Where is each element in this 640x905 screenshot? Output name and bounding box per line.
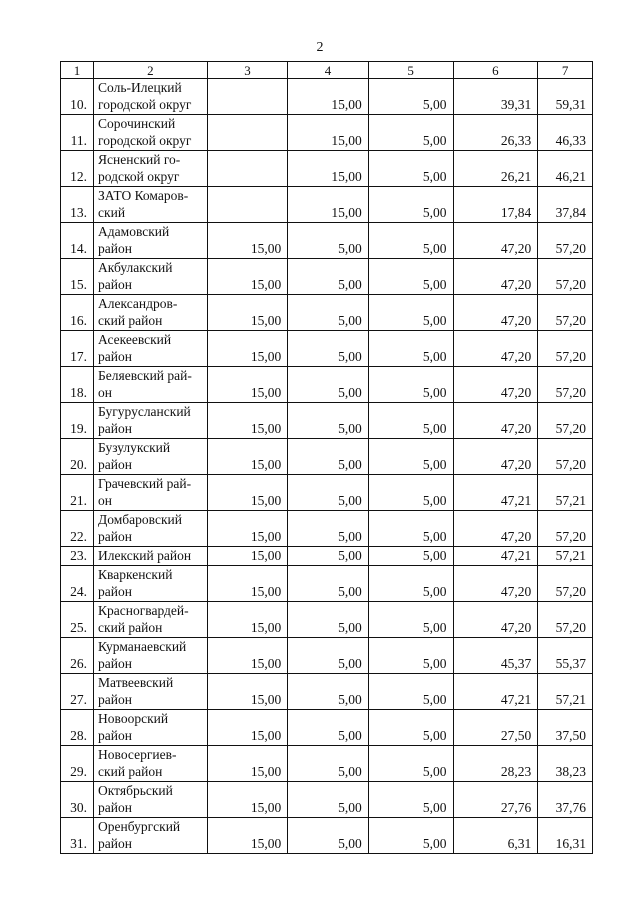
- value-col-3: 15,00: [207, 367, 288, 403]
- table-row: [61, 710, 593, 746]
- value-col-6: 45,37: [453, 638, 538, 674]
- row-number: 16.: [61, 295, 94, 331]
- value-col-4: 5,00: [288, 475, 369, 511]
- value-col-5: 5,00: [368, 710, 453, 746]
- column-header: 7: [538, 62, 593, 79]
- value-col-7: 57,20: [538, 295, 593, 331]
- table-row: [61, 746, 593, 782]
- value-col-5: 5,00: [368, 547, 453, 566]
- value-col-4: 5,00: [288, 638, 369, 674]
- municipality-name: Беляевский рай- он: [94, 367, 208, 403]
- value-col-5: 5,00: [368, 151, 453, 187]
- column-header: 1: [61, 62, 94, 79]
- municipality-name: Адамовский район: [94, 223, 208, 259]
- value-col-6: 47,21: [453, 475, 538, 511]
- value-col-3: 15,00: [207, 403, 288, 439]
- value-col-3: 15,00: [207, 475, 288, 511]
- table-row: [61, 818, 593, 854]
- table-row: [61, 475, 593, 511]
- value-col-3: 15,00: [207, 439, 288, 475]
- column-header: 4: [288, 62, 369, 79]
- row-number: 18.: [61, 367, 94, 403]
- value-col-3: 15,00: [207, 295, 288, 331]
- value-col-4: 5,00: [288, 746, 369, 782]
- value-col-6: 47,20: [453, 511, 538, 547]
- row-number: 17.: [61, 331, 94, 367]
- row-number: 28.: [61, 710, 94, 746]
- municipality-name: Ясненский го- родской округ: [94, 151, 208, 187]
- value-col-7: 16,31: [538, 818, 593, 854]
- row-number: 19.: [61, 403, 94, 439]
- value-col-5: 5,00: [368, 674, 453, 710]
- row-number: 15.: [61, 259, 94, 295]
- value-col-5: 5,00: [368, 566, 453, 602]
- value-col-5: 5,00: [368, 367, 453, 403]
- value-col-6: 17,84: [453, 187, 538, 223]
- table-row: [61, 547, 593, 566]
- value-col-3: 15,00: [207, 674, 288, 710]
- value-col-3: 15,00: [207, 259, 288, 295]
- value-col-3: 15,00: [207, 602, 288, 638]
- value-col-4: 5,00: [288, 439, 369, 475]
- value-col-4: 5,00: [288, 602, 369, 638]
- value-col-7: 57,20: [538, 403, 593, 439]
- value-col-3: 15,00: [207, 547, 288, 566]
- value-col-5: 5,00: [368, 638, 453, 674]
- municipality-name: Красногвардей- ский район: [94, 602, 208, 638]
- municipality-name: Октябрьский район: [94, 782, 208, 818]
- municipality-name: Новосергиев- ский район: [94, 746, 208, 782]
- value-col-3: 15,00: [207, 331, 288, 367]
- value-col-5: 5,00: [368, 115, 453, 151]
- value-col-4: 5,00: [288, 259, 369, 295]
- value-col-6: 39,31: [453, 79, 538, 115]
- value-col-6: 27,76: [453, 782, 538, 818]
- value-col-6: 47,20: [453, 403, 538, 439]
- table-row: [61, 638, 593, 674]
- row-number: 31.: [61, 818, 94, 854]
- column-header: 2: [94, 62, 208, 79]
- municipality-name: Курманаевский район: [94, 638, 208, 674]
- row-number: 27.: [61, 674, 94, 710]
- value-col-5: 5,00: [368, 259, 453, 295]
- value-col-7: 57,21: [538, 674, 593, 710]
- value-col-4: 5,00: [288, 331, 369, 367]
- value-col-5: 5,00: [368, 295, 453, 331]
- value-col-5: 5,00: [368, 818, 453, 854]
- value-col-7: 37,76: [538, 782, 593, 818]
- value-col-6: 47,21: [453, 674, 538, 710]
- municipality-name: Оренбургский район: [94, 818, 208, 854]
- table-row: [61, 602, 593, 638]
- value-col-3: [207, 187, 288, 223]
- value-col-4: 5,00: [288, 367, 369, 403]
- value-col-3: 15,00: [207, 710, 288, 746]
- municipality-name: Александров- ский район: [94, 295, 208, 331]
- value-col-7: 46,33: [538, 115, 593, 151]
- value-col-5: 5,00: [368, 79, 453, 115]
- table-row: [61, 331, 593, 367]
- value-col-6: 47,20: [453, 367, 538, 403]
- municipality-name: Грачевский рай- он: [94, 475, 208, 511]
- municipality-name: Сорочинский городской округ: [94, 115, 208, 151]
- column-header: 3: [207, 62, 288, 79]
- value-col-5: 5,00: [368, 746, 453, 782]
- municipality-name: Домбаровский район: [94, 511, 208, 547]
- table-header-row: [61, 62, 593, 79]
- table-row: [61, 367, 593, 403]
- table-row: [61, 187, 593, 223]
- value-col-7: 57,21: [538, 475, 593, 511]
- value-col-4: 15,00: [288, 151, 369, 187]
- row-number: 11.: [61, 115, 94, 151]
- municipality-name: Кваркенский район: [94, 566, 208, 602]
- value-col-5: 5,00: [368, 403, 453, 439]
- row-number: 20.: [61, 439, 94, 475]
- table-row: [61, 403, 593, 439]
- value-col-6: 27,50: [453, 710, 538, 746]
- value-col-3: 15,00: [207, 223, 288, 259]
- value-col-7: 59,31: [538, 79, 593, 115]
- municipality-name: Асекеевский район: [94, 331, 208, 367]
- row-number: 10.: [61, 79, 94, 115]
- value-col-5: 5,00: [368, 187, 453, 223]
- municipality-name: Соль-Илецкий городской округ: [94, 79, 208, 115]
- value-col-4: 5,00: [288, 547, 369, 566]
- value-col-6: 47,20: [453, 259, 538, 295]
- value-col-4: 5,00: [288, 223, 369, 259]
- value-col-3: 15,00: [207, 638, 288, 674]
- table-row: [61, 439, 593, 475]
- value-col-3: 15,00: [207, 746, 288, 782]
- value-col-6: 26,33: [453, 115, 538, 151]
- value-col-4: 5,00: [288, 818, 369, 854]
- value-col-3: 15,00: [207, 818, 288, 854]
- column-header: 6: [453, 62, 538, 79]
- table-row: [61, 295, 593, 331]
- value-col-6: 47,21: [453, 547, 538, 566]
- allocation-table: [60, 61, 593, 854]
- row-number: 14.: [61, 223, 94, 259]
- row-number: 30.: [61, 782, 94, 818]
- value-col-7: 55,37: [538, 638, 593, 674]
- row-number: 23.: [61, 547, 94, 566]
- value-col-5: 5,00: [368, 782, 453, 818]
- value-col-7: 57,20: [538, 223, 593, 259]
- municipality-name: Матвеевский район: [94, 674, 208, 710]
- value-col-6: 28,23: [453, 746, 538, 782]
- row-number: 29.: [61, 746, 94, 782]
- table-row: [61, 259, 593, 295]
- value-col-4: 5,00: [288, 295, 369, 331]
- value-col-5: 5,00: [368, 602, 453, 638]
- value-col-3: 15,00: [207, 511, 288, 547]
- table-row: [61, 511, 593, 547]
- value-col-4: 15,00: [288, 79, 369, 115]
- row-number: 21.: [61, 475, 94, 511]
- value-col-4: 5,00: [288, 710, 369, 746]
- row-number: 22.: [61, 511, 94, 547]
- row-number: 24.: [61, 566, 94, 602]
- value-col-4: 5,00: [288, 403, 369, 439]
- value-col-6: 47,20: [453, 566, 538, 602]
- table-row: [61, 782, 593, 818]
- value-col-7: 57,20: [538, 566, 593, 602]
- value-col-4: 5,00: [288, 511, 369, 547]
- value-col-6: 47,20: [453, 295, 538, 331]
- value-col-3: [207, 79, 288, 115]
- value-col-7: 57,20: [538, 331, 593, 367]
- column-header: 5: [368, 62, 453, 79]
- value-col-7: 57,20: [538, 602, 593, 638]
- value-col-4: 15,00: [288, 115, 369, 151]
- value-col-3: 15,00: [207, 782, 288, 818]
- value-col-6: 6,31: [453, 818, 538, 854]
- value-col-4: 5,00: [288, 782, 369, 818]
- value-col-7: 37,50: [538, 710, 593, 746]
- row-number: 13.: [61, 187, 94, 223]
- value-col-7: 38,23: [538, 746, 593, 782]
- municipality-name: Акбулакский район: [94, 259, 208, 295]
- value-col-7: 57,20: [538, 511, 593, 547]
- value-col-5: 5,00: [368, 331, 453, 367]
- value-col-7: 57,21: [538, 547, 593, 566]
- table-row: [61, 151, 593, 187]
- value-col-3: 15,00: [207, 566, 288, 602]
- value-col-5: 5,00: [368, 475, 453, 511]
- value-col-7: 57,20: [538, 439, 593, 475]
- row-number: 25.: [61, 602, 94, 638]
- page-number: 2: [316, 40, 324, 55]
- row-number: 26.: [61, 638, 94, 674]
- value-col-4: 15,00: [288, 187, 369, 223]
- value-col-6: 47,20: [453, 223, 538, 259]
- municipality-name: Новоорский район: [94, 710, 208, 746]
- value-col-3: [207, 115, 288, 151]
- value-col-4: 5,00: [288, 566, 369, 602]
- value-col-7: 57,20: [538, 259, 593, 295]
- value-col-5: 5,00: [368, 223, 453, 259]
- municipality-name: Бузулукский район: [94, 439, 208, 475]
- value-col-5: 5,00: [368, 439, 453, 475]
- value-col-5: 5,00: [368, 511, 453, 547]
- table-row: [61, 566, 593, 602]
- municipality-name: Илекский район: [94, 547, 208, 566]
- value-col-6: 47,20: [453, 331, 538, 367]
- table-row: [61, 674, 593, 710]
- table-row: [61, 115, 593, 151]
- value-col-7: 37,84: [538, 187, 593, 223]
- value-col-6: 47,20: [453, 439, 538, 475]
- value-col-7: 46,21: [538, 151, 593, 187]
- table-row: [61, 79, 593, 115]
- value-col-6: 47,20: [453, 602, 538, 638]
- value-col-6: 26,21: [453, 151, 538, 187]
- value-col-7: 57,20: [538, 367, 593, 403]
- value-col-4: 5,00: [288, 674, 369, 710]
- row-number: 12.: [61, 151, 94, 187]
- municipality-name: Бугурусланский район: [94, 403, 208, 439]
- table-row: [61, 223, 593, 259]
- municipality-name: ЗАТО Комаров- ский: [94, 187, 208, 223]
- value-col-3: [207, 151, 288, 187]
